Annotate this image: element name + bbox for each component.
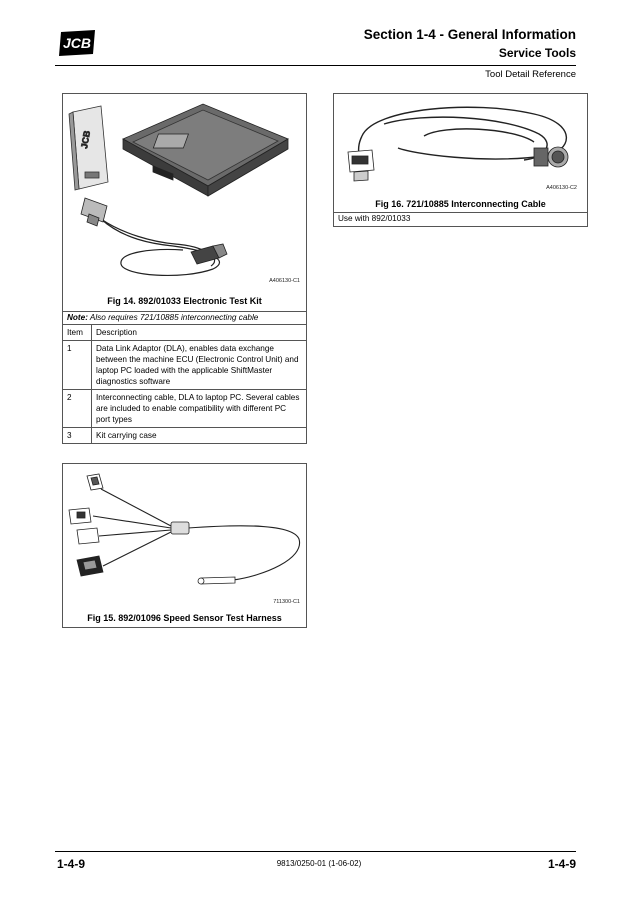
item-header: Item [63,325,92,341]
footer-rule [55,851,576,852]
figure-caption: Fig 14. 892/01033 Electronic Test Kit [107,296,262,306]
note [62,311,307,325]
subsection-title: Service Tools [498,46,576,60]
description-cell: Kit carrying case [92,428,307,444]
interconnecting-cable-illustration [334,94,587,194]
usage-note: Use with 892/01033 [333,212,588,227]
carrying-case [123,104,288,196]
item-cell: 3 [63,428,92,444]
table-row [63,390,307,428]
speed-sensor-probe [198,577,235,584]
page-number-left: 1-4-9 [57,857,86,871]
document-reference: 9813/0250-01 (1-06-02) [276,859,362,868]
harness-wires [93,489,300,580]
description-cell: Data Link Adaptor (DLA), enables data exchange between the machine ECU (Electronic Control Unit) and laptop PC loaded with the applicable ShiftMaster diagnostics software [92,341,307,390]
figure-14 [62,93,307,312]
header-rule [55,65,576,66]
figure-caption: Fig 15. 892/01096 Speed Sensor Test Harness [87,613,282,623]
image-tag: 711300-C1 [273,599,300,605]
item-description-table [62,324,307,444]
db-connector [348,150,374,181]
figure-15 [62,463,307,628]
db-connector-left [81,198,107,226]
table-header-row [63,325,307,341]
interconnecting-cable [101,219,219,275]
harness-junction [171,522,189,534]
note-label: Note: [67,313,88,322]
page-number-right: 1-4-9 [547,857,576,871]
electronic-test-kit-illustration [63,94,306,284]
table-row [63,428,307,444]
data-link-adaptor [69,106,108,190]
figure-caption: Fig 16. 721/10885 Interconnecting Cable [375,199,546,209]
logo-text: JCB [62,35,92,51]
description-header: Description [92,325,307,341]
item-cell: 2 [63,390,92,428]
section-title: Section 1-4 - General Information [363,27,576,42]
speed-sensor-harness-illustration [63,464,306,604]
note-text: Also requires 721/10885 interconnecting cable [89,313,259,322]
harness-connectors [69,474,103,576]
table-row [63,341,307,390]
item-cell: 1 [63,341,92,390]
image-tag: A406130-C2 [546,185,577,191]
image-tag: A406130-C1 [269,278,300,284]
reference-title: Tool Detail Reference [485,69,576,80]
figure-16 [333,93,588,213]
jcb-logo [55,28,99,58]
description-cell: Interconnecting cable, DLA to laptop PC. Several cables are included to enable compatibility with different PC port types [92,390,307,428]
svg-text:JCB: JCB [79,129,93,150]
db-connector-right [191,244,227,264]
round-connector [534,147,568,167]
